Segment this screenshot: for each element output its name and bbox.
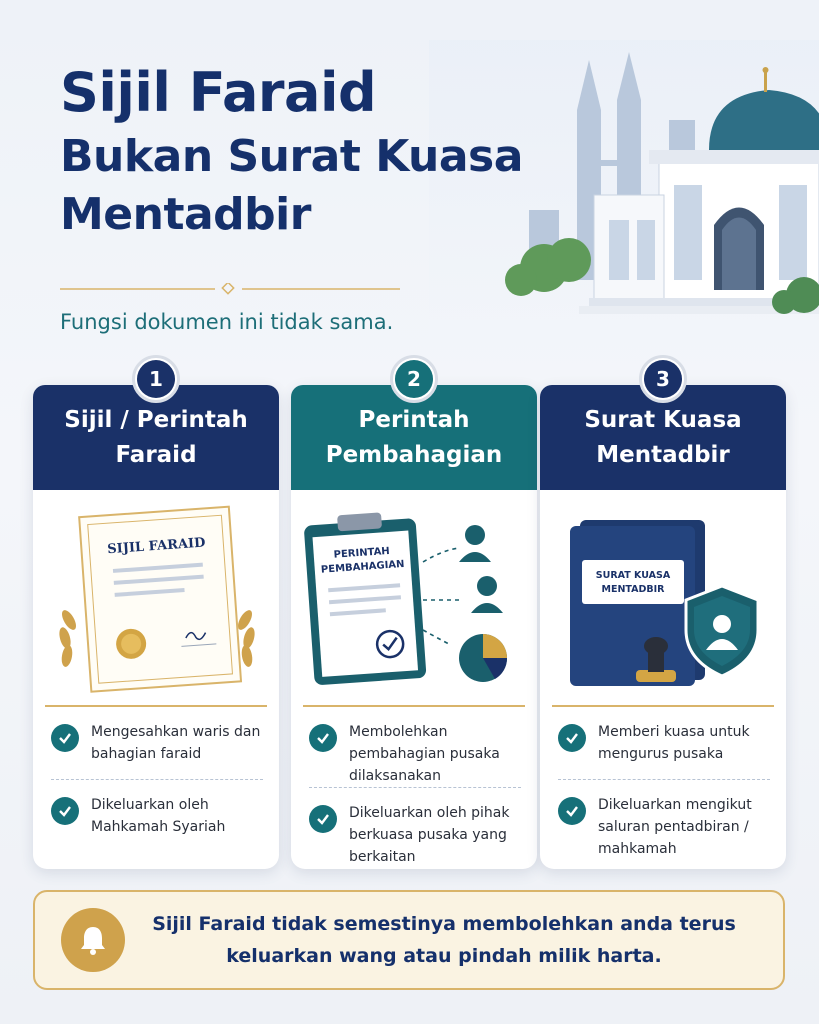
check-icon [51,797,79,825]
card-title: Surat Kuasa Mentadbir [540,385,786,490]
subtitle: Fungsi dokumen ini tidak sama. [60,310,394,334]
list-item [51,721,263,779]
card-sijil-faraid [33,367,279,869]
certificate-icon [33,490,279,705]
title-line-3: Mentadbir [60,189,311,240]
folder-label-1: SURAT KUASA [595,570,671,581]
card-number: 1 [137,360,175,398]
list-item [558,779,770,860]
item-text: Dikeluarkan mengikut saluran pentadbiran / mahkamah [598,797,752,857]
card-title: Perintah Pembahagian [291,385,537,490]
check-icon [558,724,586,752]
clipboard-icon [291,490,537,705]
card-number: 2 [395,360,433,398]
item-text: Membolehkan pembahagian pusaka dilaksanakan [349,724,500,784]
folder-shield-icon [540,490,786,705]
check-icon [51,724,79,752]
list-item [51,779,263,838]
list-item [558,721,770,779]
card-number: 3 [644,360,682,398]
card-number-badge [390,355,438,403]
title-line-2: Bukan Surat Kuasa [60,131,523,182]
notice-text: Sijil Faraid tidak semestinya membolehkan anda terus keluarkan wang atau pindah milik harta. [152,913,736,967]
item-text: Memberi kuasa untuk mengurus pusaka [598,724,750,762]
clipboard-label-1: PERINTAH [333,545,391,561]
check-icon [558,797,586,825]
title-line-1: Sijil Faraid [60,61,377,124]
clipboard-label-2: PEMBAHAGIAN [320,558,405,576]
card-surat-kuasa-mentadbir [540,367,786,869]
bell-icon [61,908,125,972]
check-icon [309,805,337,833]
page-title [60,58,530,244]
card-number-badge [132,355,180,403]
certificate-label: SIJIL FARAID [106,535,206,558]
list-item [309,787,521,868]
item-text: Dikeluarkan oleh pihak berkuasa pusaka yang berkaitan [349,805,510,865]
item-text: Mengesahkan waris dan bahagian faraid [91,724,261,762]
card-title: Sijil / Perintah Faraid [33,385,279,490]
list-item [309,721,521,787]
check-icon [309,724,337,752]
folder-label-2: MENTADBIR [601,584,665,595]
card-number-badge [639,355,687,403]
warning-notice [33,890,785,990]
gold-divider [60,283,400,295]
card-perintah-pembahagian [291,367,537,869]
item-text: Dikeluarkan oleh Mahkamah Syariah [91,797,226,835]
